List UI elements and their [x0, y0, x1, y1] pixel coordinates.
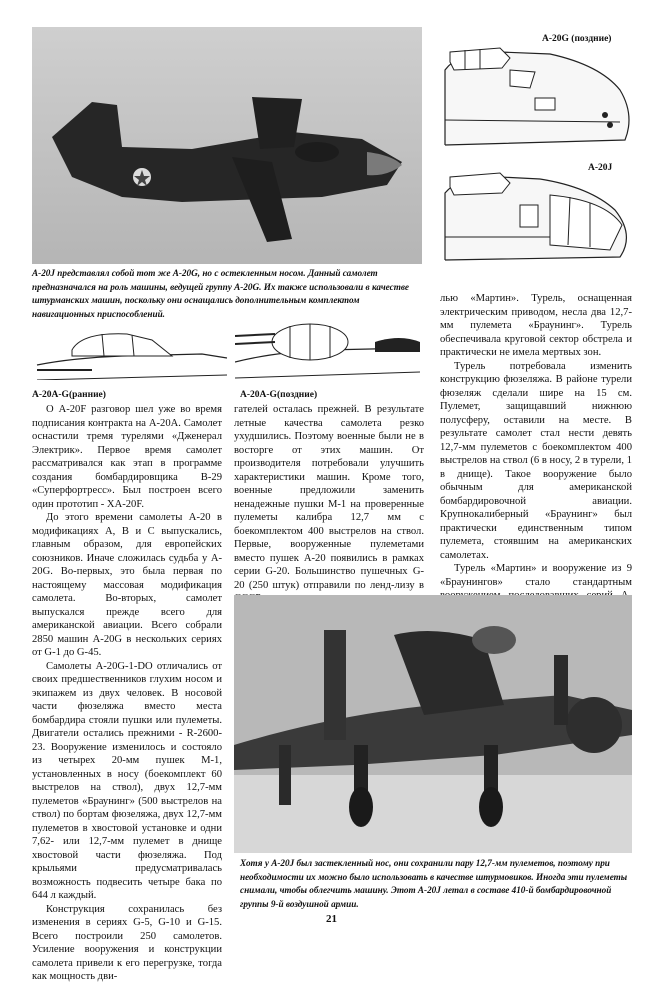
a20j-flight-silhouette	[32, 27, 422, 264]
photo-a20j-ground-crew	[234, 595, 632, 853]
paragraph: Турель потребовала изменить конструкцию фюзеляжа. В районе турели фюзеляж сделали шире на 15 см. Пулемет, защищавший нижнюю полусферу, оставили на месте. В результате самолет стал нести девять 12,7-мм пулеметов с боекомплектом 400 выстрелов на ствол (6 в носу, 2 в турели, 1 в днище). Такое вооружение было обычным для американской бомбардировочной авиации. Крупнокалиберный «Браунинг» был практически единственным типом пулемета, стоявшим на американских самолетах.	[440, 360, 632, 561]
a20j-nose-line-drawing	[440, 165, 640, 265]
late-turret-line-drawing	[235, 312, 425, 380]
paragraph: Самолеты A-20G-1-DO отличались от своих предшественников глухим носом и экипажем из двух человек. В носовой части фюзеляжа вместо места бомбардира стояли пушки или пулеметы. Двигатели остались прежними - R-2600-23. Вооружение изменилось и состояло из четырех 20-мм пушек M-1, установленных в носу (боекомплект 60 выстрелов на ствол), двух 12,7-мм пулеметов «Браунинг» (500 выстрелов на ствол) по бортам фюзеляжа, двух 12,7-мм пулеметов в хвостовой установке и одни 7,62- или 12,7-мм пулемет в днище хвостовой части фюзеляжа. Под крыльями предусматривалась возможность подвесить четыре бака по 644 л каждый.	[32, 660, 222, 901]
label-a20ag-late: A-20A-G(поздние)	[240, 390, 318, 400]
drawing-a20ag-late	[235, 312, 425, 380]
bottom-photo-caption: Хотя у A-20J был застекленный нос, они сохранили пару 12,7-мм пулеметов, поэтому при необходимости их можно было использовать в качестве штурмовиков. Иногда эти пулеметы снимали, чтобы облегчить машину. Этот A-20J летал в составе 410-й бомбардировочной группы 9-й воздушной армии.	[240, 858, 628, 909]
paragraph: гателей осталась прежней. В результате летные качества самолета резко ухудшились. Поэтому военные были не в восторге от этих машин. От производителя потребовали улучшить характеристики машин. Кроме того, военные предложили заменить ненадежные пушки M-1 на проверенные пулеметы калибра 12,7 мм с боекомплектом 400 выстрелов на ствол. Первые, вооруженные пулеметами вместо пушек A-20 появились в рамках серии G-20. Большинство пушечных G-20 (250 штук) отправили по ленд-лизу в	[234, 404, 424, 591]
top-photo-caption: A-20J представлял собой тот же A-20G, но с остекленным носом. Данный самолет предназначался на роль машины, ведущей группу A-20G. Их также использовали в качестве штурманских машин, поскольку они оснащались дополнительным комплектом навигационных приспособлений.	[32, 268, 409, 319]
early-turret-line-drawing	[32, 320, 232, 380]
page-number: 21	[326, 913, 337, 925]
left-text-column	[32, 403, 222, 984]
label-a20g-late: A-20G (поздние)	[542, 34, 612, 44]
paragraph: лью «Мартин». Турель, оснащенная электрическим приводом, несла два 12,7-мм пулемета «Браунинг». Турель обеспечивала круговой сектор обстрела и практически не имела мертвых зон.	[440, 293, 632, 358]
photo-a20j-in-flight	[32, 27, 422, 264]
drawing-a20g-late-nose	[440, 40, 640, 150]
paragraph: О A-20F разговор шел уже во время подписания контракта на A-20A. Самолет оснастили тремя турелями «Дженерал Электрик». Первое время самолет рассматривался как этап в программе создания бомбардировщика B-29 «Суперфортресс». Был построен всего один прототип - XA-20F.	[32, 404, 222, 510]
paragraph: Турель «Мартин» и вооружение из 9 «Браунингов» стало стандартным	[440, 563, 632, 588]
a20j-ground-scene	[234, 595, 632, 853]
paragraph: Конструкция сохранилась без изменения в сериях G-5, G-10 и G-15. Всего построили 250 самолетов. Усиление вооружения и конструкции самолета привели к его перегрузке, тогда как мощность дви-	[32, 903, 222, 982]
drawing-a20ag-early	[32, 320, 232, 380]
label-a20j: A-20J	[588, 163, 613, 173]
drawing-a20j-nose	[440, 165, 640, 265]
label-a20ag-early: A-20A-G(ранние)	[32, 390, 106, 400]
paragraph: До этого времени самолеты A-20 в модификациях A, B и C выпускались, главным образом, для европейских союзников. Иначе сложилась судьба у A-20G. Во-первых, это была первая по настоящему массовая модификация самолета. Во-вторых, самолет выпускался прежде всего для американской авиации. Всего собрали 2850 машин A-20G в нескольких сериях от G-1 до G-45.	[32, 512, 222, 658]
a20g-nose-line-drawing	[440, 40, 640, 150]
